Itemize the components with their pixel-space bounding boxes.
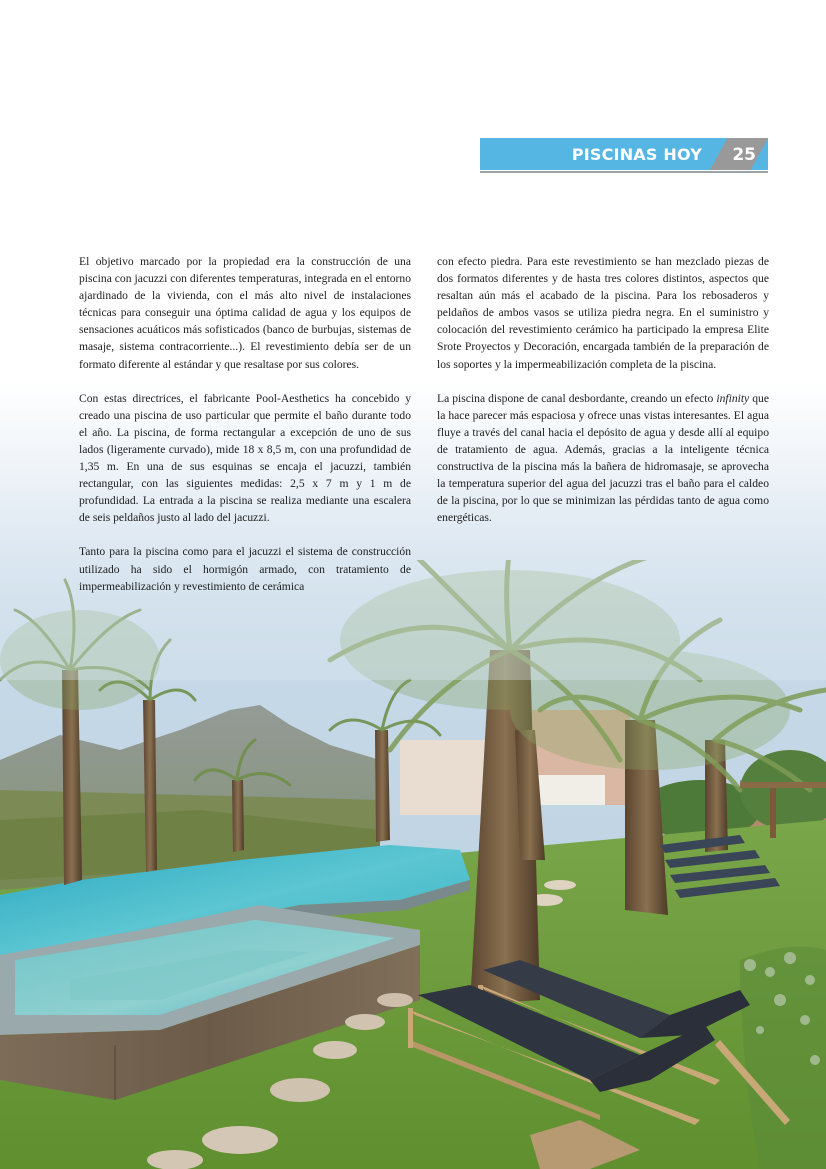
paragraph-text: que la hace parecer más espaciosa y ofrece unas vistas interesantes. El agua fluye a través del canal hacia el depósito de agua y desde allí al equipo de tratamiento de agua. Además, gracias a la inteligente técnica constructiva de la piscina más la bañera de hidromasaje, se aprovecha la temperatura superior del agua del jacuzzi tras el baño para el caldeo de la piscina, por lo que se minimizan las pérdidas tanto de agua como energéticas. bbox=[437, 391, 769, 525]
page-number: 25 bbox=[732, 145, 756, 165]
article-paragraph bbox=[437, 390, 769, 527]
article-column-right bbox=[437, 253, 769, 543]
article-paragraph: Con estas directrices, el fabricante Pool-Aesthetics ha concebido y creado una piscina de uso particular que permite el baño durante todo el año. La piscina, de forma rectangular a excepción de uno de sus lados (ligeramente curvado), mide 18 x 8,5 m, con una profundidad de 1,35 m. En una de sus esquinas se encaja el jacuzzi, también rectangular, con las siguientes medidas: 2,5 x 7 m y 1 m de profundidad. La entrada a la piscina se realiza mediante una escalera de seis peldaños justo al lado del jacuzzi. bbox=[79, 391, 411, 525]
pool-photo-illustration bbox=[0, 560, 826, 1169]
article-paragraph: El objetivo marcado por la propiedad era la construcción de una piscina con jacuzzi con diferentes temperaturas, integrada en el entorno ajardinado de la vivienda, con el más alto nivel de instalaciones técnicas para conseguir una óptima calidad de agua y los equipos de sensaciones acuáticos más sofisticados (banco de burbujas, sistemas de masaje, sistema contracorriente...). El revestimiento debía ser de un formato diferente al estándar y que resaltase por sus colores. bbox=[79, 255, 411, 371]
article-paragraph: Tanto para la piscina como para el jacuzzi el sistema de construcción utilizado ha sido el hormigón armado, con tratamiento de impermeabilización y revestimiento de cerámica bbox=[79, 545, 411, 593]
italic-term: infinity bbox=[716, 391, 750, 405]
article-paragraph: con efecto piedra. Para este revestimiento se han mezclado piezas de dos formatos diferentes y de hasta tres colores distintos, aspectos que resaltan aún más el acabado de la piscina. Para los rebosaderos y peldaños de ambos vasos se utiliza piedra negra. En el suministro y colocación del revestimiento cerámico ha participado la empresa Elite Srote Proyectos y Decoración, encargada también de la preparación de los soportes y la impermeabilización completa de la piscina. bbox=[437, 255, 769, 371]
section-header bbox=[480, 138, 768, 170]
header-underline bbox=[480, 171, 768, 173]
pool-photo bbox=[0, 560, 826, 1169]
section-title: PISCINAS HOY bbox=[571, 145, 702, 164]
article-column-left bbox=[79, 253, 411, 612]
paragraph-text: La piscina dispone de canal desbordante, creando un efecto bbox=[437, 391, 717, 405]
